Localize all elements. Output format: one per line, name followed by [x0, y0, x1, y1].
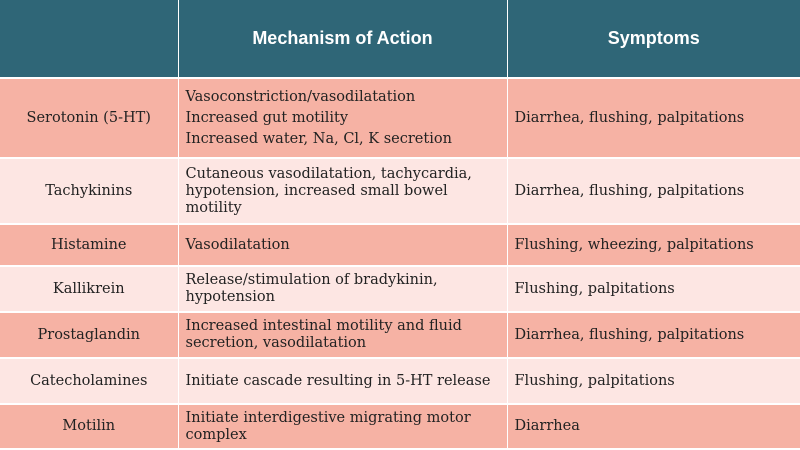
agent-cell: Prostaglandin	[0, 312, 178, 358]
header-agent	[0, 0, 178, 78]
mechanism-cell	[178, 78, 507, 158]
mechanism-line: Initiate interdigestive migrating motor complex	[185, 409, 471, 443]
mechanism-line: Vasoconstriction/vasodilatation	[185, 88, 416, 105]
mechanism-cell	[178, 358, 507, 404]
mechanism-line: Increased intestinal motility and fluid secretion, vasodilatation	[185, 318, 462, 351]
agent-cell: Tachykinins	[0, 158, 178, 224]
table-row	[0, 266, 800, 312]
agent-cell: Serotonin (5-HT)	[0, 78, 178, 158]
agent-cell: Histamine	[0, 224, 178, 266]
table-row	[0, 312, 800, 358]
table-row	[0, 224, 800, 266]
mechanism-cell	[178, 158, 507, 224]
symptoms-cell: Diarrhea, flushing, palpitations	[507, 312, 800, 358]
table-row	[0, 78, 800, 158]
mechanism-line: Increased gut motility	[185, 109, 349, 126]
symptoms-cell: Diarrhea, flushing, palpitations	[507, 158, 800, 224]
agent-cell: Motilin	[0, 404, 178, 449]
symptoms-cell: Flushing, palpitations	[507, 358, 800, 404]
symptoms-cell: Diarrhea	[507, 404, 800, 449]
mechanism-line: Release/stimulation of bradykinin, hypotension	[185, 272, 438, 305]
mechanism-cell	[178, 404, 507, 449]
agent-cell: Kallikrein	[0, 266, 178, 312]
mechanism-line: Vasodilatation	[185, 236, 290, 253]
symptoms-cell: Flushing, wheezing, palpitations	[507, 224, 800, 266]
mechanism-line: Initiate cascade resulting in 5-HT release	[185, 372, 491, 389]
header-symptoms: Symptoms	[507, 0, 800, 78]
symptoms-cell: Diarrhea, flushing, palpitations	[507, 78, 800, 158]
symptoms-cell: Flushing, palpitations	[507, 266, 800, 312]
agent-cell: Catecholamines	[0, 358, 178, 404]
table-row	[0, 358, 800, 404]
header-row	[0, 0, 800, 78]
mechanism-line: Increased water, Na, Cl, K secretion	[185, 130, 452, 147]
mechanism-cell	[178, 266, 507, 312]
table-row	[0, 158, 800, 224]
table-row	[0, 404, 800, 449]
mechanism-cell	[178, 224, 507, 266]
header-mechanism: Mechanism of Action	[178, 0, 507, 78]
mechanism-line: Cutaneous vasodilatation, tachycardia, hypotension, increased small bowel motility	[185, 165, 472, 216]
mechanism-cell	[178, 312, 507, 358]
